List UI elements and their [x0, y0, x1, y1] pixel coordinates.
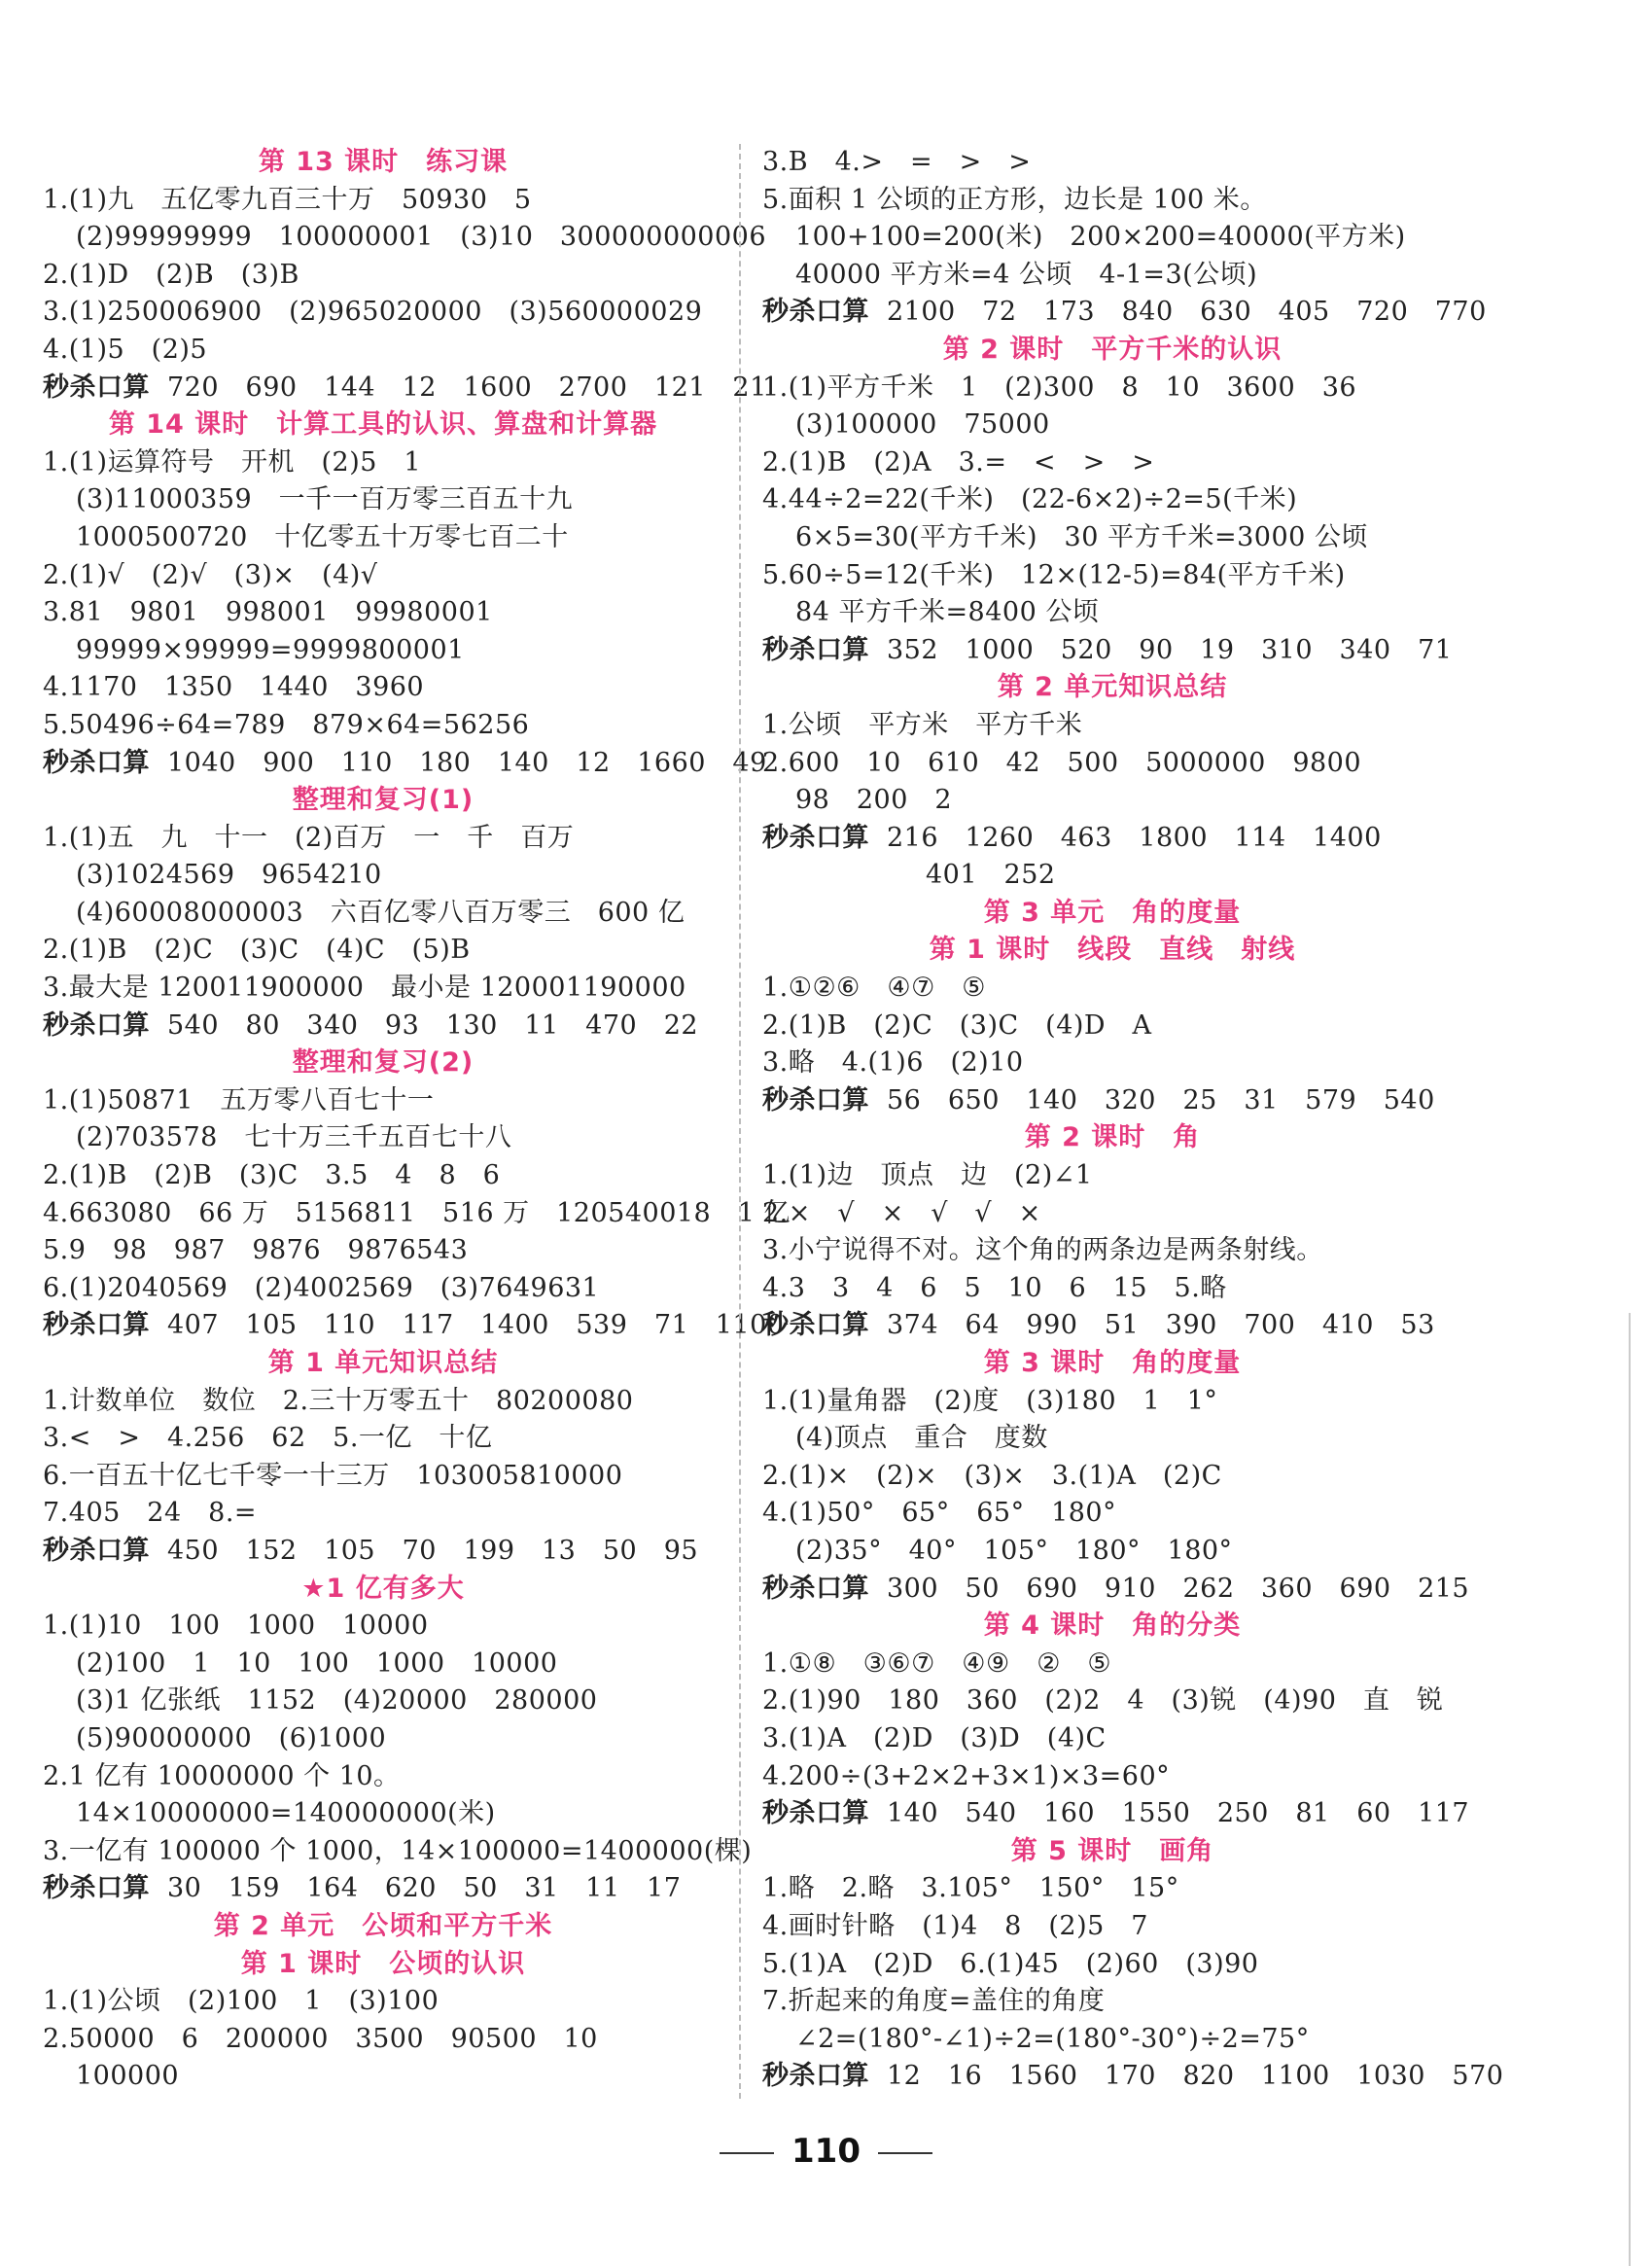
quick-calc-values: 720 690 144 12 1600 2700 121 21 — [167, 372, 767, 403]
quick-calc-label: 秒杀口算 — [762, 1798, 869, 1829]
answer-line: 3.略 4.(1)6 (2)10 — [762, 1047, 1024, 1079]
quick-calc-line — [762, 632, 1462, 670]
answer-line: 2.600 10 610 42 500 5000000 9800 — [762, 747, 1362, 778]
answer-line: 2.× √ × √ √ × — [762, 1197, 1041, 1228]
answer-line: 40000 平方米=4 公顷 4-1=3(公顷) — [795, 259, 1258, 290]
right-column — [762, 144, 1504, 2096]
quick-calc-values: 56 650 140 320 25 31 579 540 — [887, 1084, 1435, 1115]
answer-line: 1.公顷 平方米 平方千米 — [762, 709, 1083, 740]
answer-line: (3)11000359 一千一百万零三百五十九 — [76, 484, 574, 515]
answer-line: 3.一亿有 100000 个 1000，14×100000=1400000(棵) — [43, 1835, 753, 1866]
answer-line: 1.(1)平方千米 1 (2)300 8 10 3600 36 — [762, 372, 1357, 403]
answer-line: 1000500720 十亿零五十万零七百二十 — [76, 521, 569, 552]
quick-calc-line — [762, 2058, 1504, 2096]
quick-calc-label: 秒杀口算 — [762, 634, 869, 665]
quick-calc-values: 1040 900 110 180 140 12 1660 49 — [167, 747, 767, 778]
answer-line: (5)90000000 (6)1000 — [76, 1722, 387, 1753]
quick-calc-label: 秒杀口算 — [762, 297, 869, 328]
answer-line: 3.B 4.> = > > — [762, 147, 1032, 177]
answer-line: 3.81 9801 998001 99980001 — [43, 597, 493, 628]
unit-heading: 第 2 单元 公顷和平方千米 — [213, 1910, 553, 1941]
footer-dash-right — [878, 2152, 932, 2154]
quick-calc-label: 秒杀口算 — [43, 372, 150, 403]
quick-calc-values: 216 1260 463 1800 114 1400 — [887, 822, 1382, 853]
answer-line: (2)100 1 10 100 1000 10000 — [76, 1647, 558, 1679]
unit-heading: 第 3 单元 角的度量 — [983, 897, 1242, 928]
quick-calc-values: 140 540 160 1550 250 81 60 117 — [887, 1798, 1470, 1829]
answer-line: 1.计数单位 数位 2.三十万零五十 80200080 — [43, 1385, 634, 1416]
section-heading: 第 1 课时 线段 直线 射线 — [929, 935, 1296, 966]
answer-line: 1.(1)五 九 十一 (2)百万 一 千 百万 — [43, 822, 575, 853]
answer-line: 1.(1)10 100 1000 10000 — [43, 1611, 429, 1642]
section-heading: 整理和复习(2) — [292, 1047, 475, 1079]
section-heading: 第 2 单元知识总结 — [997, 672, 1228, 703]
answer-line: 100+100=200(米) 200×200=40000(平方米) — [795, 222, 1406, 253]
answer-line: 1.(1)九 五亿零九百三十万 50930 5 — [43, 184, 532, 215]
answer-line: 1.(1)公顷 (2)100 1 (3)100 — [43, 1986, 439, 2017]
answer-line: 6×5=30(平方千米) 30 平方千米=3000 公顷 — [795, 521, 1368, 552]
column-divider — [739, 144, 741, 2099]
answer-line: 4.3 3 4 6 5 10 6 15 5.略 — [762, 1272, 1227, 1303]
answer-line: 4.画时针略 (1)4 8 (2)5 7 — [762, 1910, 1148, 1941]
quick-calc-line — [43, 1008, 723, 1045]
quick-calc-label: 秒杀口算 — [762, 822, 869, 853]
section-heading: 第 3 课时 角的度量 — [983, 1348, 1242, 1378]
section-heading: 第 1 课时 公顷的认识 — [240, 1948, 526, 1979]
answer-line: 99999×99999=9999800001 — [76, 634, 465, 665]
answer-line: 3.最大是 120011900000 最小是 120001190000 — [43, 973, 686, 1004]
quick-calc-label: 秒杀口算 — [762, 1084, 869, 1115]
section-heading: 第 13 课时 练习课 — [258, 147, 509, 177]
quick-calc-values: 2100 72 173 840 630 405 720 770 — [887, 297, 1487, 328]
section-heading: 第 2 课时 平方千米的认识 — [942, 334, 1283, 365]
answer-line: 4.(1)50° 65° 65° 180° — [762, 1498, 1117, 1529]
quick-calc-label: 秒杀口算 — [762, 1310, 869, 1341]
quick-calc-label: 秒杀口算 — [43, 1535, 150, 1566]
quick-calc-line — [43, 1307, 785, 1345]
quick-calc-line — [762, 1571, 1470, 1609]
answer-line: 1.(1)50871 五万零八百七十一 — [43, 1084, 435, 1115]
answer-line: 1.(1)运算符号 开机 (2)5 1 — [43, 446, 422, 478]
page-footer — [0, 2132, 1652, 2171]
answer-line: 2.(1)B (2)B (3)C 3.5 4 8 6 — [43, 1160, 501, 1191]
quick-calc-line — [762, 820, 1462, 858]
quick-calc-values: 407 105 110 117 1400 539 71 1100 — [167, 1310, 785, 1341]
section-heading: 整理和复习(1) — [292, 785, 475, 816]
answer-line: (3)1 亿张纸 1152 (4)20000 280000 — [76, 1685, 598, 1717]
answer-line: 2.50000 6 200000 3500 90500 10 — [43, 2023, 598, 2054]
answer-line: 3.(1)A (2)D (3)D (4)C — [762, 1722, 1107, 1753]
answer-line: 6.(1)2040569 (2)4002569 (3)7649631 — [43, 1272, 600, 1303]
answer-line: 5.面积 1 公顷的正方形，边长是 100 米。 — [762, 184, 1267, 215]
answer-line: 1.①⑧ ③⑥⑦ ④⑨ ② ⑤ — [762, 1647, 1112, 1679]
quick-calc-label: 秒杀口算 — [762, 2061, 869, 2092]
answer-line: 5.50496÷64=789 879×64=56256 — [43, 709, 530, 740]
quick-calc-line — [762, 1082, 1462, 1120]
quick-calc-label: 秒杀口算 — [43, 747, 150, 778]
answer-line: 4.1170 1350 1440 3960 — [43, 672, 425, 703]
quick-calc-values: 30 159 164 620 50 31 11 17 — [167, 1873, 682, 1904]
quick-calc-values: 450 152 105 70 199 13 50 95 — [167, 1535, 699, 1566]
answer-line: 2.(1)B (2)C (3)C (4)C (5)B — [43, 935, 471, 966]
answer-line: 3.< > 4.256 62 5.一亿 十亿 — [43, 1423, 493, 1454]
answer-line: 3.(1)250006900 (2)965020000 (3)560000029 — [43, 297, 703, 328]
binding-edge-line — [1629, 1313, 1631, 2266]
answer-line: 1.(1)边 顶点 边 (2)∠1 — [762, 1160, 1093, 1191]
left-column — [43, 144, 791, 2096]
answer-line: (2)99999999 100000001 (3)10 300000000006 — [76, 222, 767, 253]
answer-line: 14×10000000=140000000(米) — [76, 1798, 496, 1829]
section-heading: 第 2 课时 角 — [1024, 1122, 1201, 1153]
section-heading: 第 5 课时 画角 — [1010, 1835, 1214, 1866]
answer-line: 100000 — [76, 2061, 180, 2092]
quick-calc-line — [762, 1795, 1470, 1833]
answer-line: 2.(1)B (2)C (3)C (4)D A — [762, 1009, 1152, 1041]
section-heading: 第 1 单元知识总结 — [267, 1348, 499, 1378]
answer-line: 1.①②⑥ ④⑦ ⑤ — [762, 973, 986, 1004]
answer-line: (2)35° 40° 105° 180° 180° — [795, 1535, 1233, 1566]
quick-calc-line — [43, 1870, 723, 1908]
quick-calc-values-cont: 401 252 — [926, 860, 1056, 891]
answer-line: 4.663080 66 万 5156811 516 万 120540018 1 亿 — [43, 1197, 791, 1228]
quick-calc-label: 秒杀口算 — [762, 1573, 869, 1604]
section-heading: 第 14 课时 计算工具的认识、算盘和计算器 — [108, 409, 658, 441]
answer-line: 2.(1)90 180 360 (2)2 4 (3)锐 (4)90 直 锐 — [762, 1685, 1444, 1717]
section-heading: ★1 亿有多大 — [301, 1573, 465, 1604]
answer-line: 98 200 2 — [795, 785, 953, 816]
answer-line: 4.44÷2=22(千米) (22-6×2)÷2=5(千米) — [762, 484, 1298, 515]
quick-calc-line — [762, 294, 1487, 332]
quick-calc-label: 秒杀口算 — [43, 1310, 150, 1341]
quick-calc-line — [43, 745, 767, 783]
answer-line: 4.(1)5 (2)5 — [43, 334, 208, 365]
answer-line: 5.60÷5=12(千米) 12×(12-5)=84(平方千米) — [762, 559, 1346, 590]
answer-line: 2.(1)× (2)× (3)× 3.(1)A (2)C — [762, 1460, 1222, 1491]
answer-line: (3)1024569 9654210 — [76, 860, 382, 891]
answer-line: (3)100000 75000 — [795, 409, 1050, 441]
answer-line: 1.略 2.略 3.105° 150° 15° — [762, 1873, 1179, 1904]
answer-line: 7.405 24 8.= — [43, 1498, 258, 1529]
answer-line: 2.(1)B (2)A 3.= < > > — [762, 446, 1155, 478]
answer-line: 2.1 亿有 10000000 个 10。 — [43, 1760, 401, 1791]
answer-line: 84 平方千米=8400 公顷 — [795, 597, 1100, 628]
quick-calc-values: 540 80 340 93 130 11 470 22 — [167, 1009, 699, 1041]
answer-line: 2.(1)√ (2)√ (3)× (4)√ — [43, 559, 378, 590]
answer-line: ∠2=(180°-∠1)÷2=(180°-30°)÷2=75° — [795, 2023, 1310, 2054]
answer-line: 2.(1)D (2)B (3)B — [43, 259, 299, 290]
answer-line: 4.200÷(3+2×2+3×1)×3=60° — [762, 1760, 1171, 1791]
footer-dash-left — [720, 2152, 774, 2154]
quick-calc-values: 352 1000 520 90 19 310 340 71 — [887, 634, 1453, 665]
section-heading: 第 4 课时 角的分类 — [983, 1611, 1242, 1642]
quick-calc-label: 秒杀口算 — [43, 1873, 150, 1904]
answer-line: 3.小宁说得不对。这个角的两条边是两条射线。 — [762, 1235, 1323, 1266]
answer-line: 5.(1)A (2)D 6.(1)45 (2)60 (3)90 — [762, 1948, 1259, 1979]
quick-calc-line — [43, 370, 767, 407]
answer-line: (4)顶点 重合 度数 — [795, 1423, 1048, 1454]
quick-calc-line — [762, 1307, 1462, 1345]
answer-line: 5.9 98 987 9876 9876543 — [43, 1235, 469, 1266]
quick-calc-values: 12 16 1560 170 820 1100 1030 570 — [887, 2061, 1504, 2092]
quick-calc-values: 300 50 690 910 262 360 690 215 — [887, 1573, 1470, 1604]
answer-line: (2)703578 七十万三千五百七十八 — [76, 1122, 512, 1153]
answer-line: (4)60008000003 六百亿零八百万零三 600 亿 — [76, 897, 685, 928]
quick-calc-values: 374 64 990 51 390 700 410 53 — [887, 1310, 1435, 1341]
answer-line: 7.折起来的角度=盖住的角度 — [762, 1986, 1106, 2017]
answer-line: 1.(1)量角器 (2)度 (3)180 1 1° — [762, 1385, 1218, 1416]
quick-calc-line — [43, 1533, 723, 1571]
page-number: 110 — [791, 2132, 861, 2171]
answer-line: 6.一百五十亿七千零一十三万 103005810000 — [43, 1460, 623, 1491]
quick-calc-label: 秒杀口算 — [43, 1009, 150, 1041]
